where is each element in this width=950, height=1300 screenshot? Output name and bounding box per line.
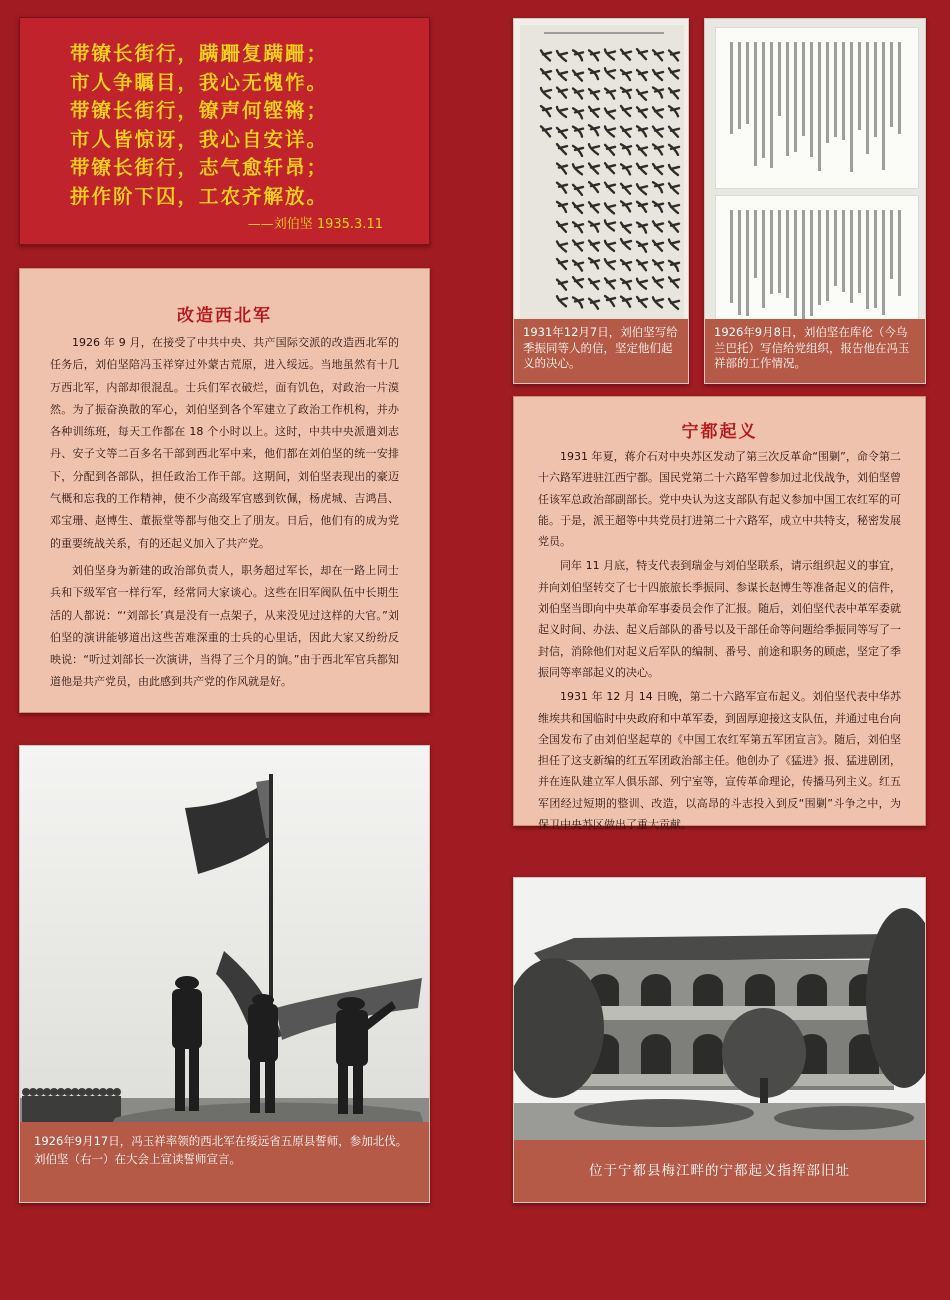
poem-line: 拼作阶下囚，工农齐解放。 [70, 184, 329, 208]
ningdu-uprising-panel [513, 396, 926, 832]
poem-box [19, 17, 430, 245]
building-photo-card [513, 877, 926, 1203]
northwest-paragraph: 刘伯坚身为新建的政治部负责人，职务超过军长，却在一路上同士兵和下级军官一样行军，经常同大家谈心。这些在旧军阀队伍中长期生活的人都说：“‘刘部长’真是没有一点架子，从来没见过这样的大官。”刘伯坚的演讲能够道出这些苦难深重的士兵的心里话，因此大家又纷纷反映说：“听过刘部长一次演讲，当得了三个月的饷。”由于西北军官兵都知道他是共产党员，由此感到共产党的作风就是好。 [50, 563, 399, 689]
ningdu-paragraph: 1931 年夏，蒋介石对中央苏区发动了第三次反革命“围剿”，命令第二十六路军进驻江西宁都。国民党第二十六路军曾参加过北伐战争，刘伯坚曾任该军总政治部副部长。党中央认为这支部队有起义参加中国工农红军的可能。于是，派王超等中共党员打进第二十六路军，成立中共特支，秘密发展党员。 [538, 450, 901, 549]
poem-line: 市人皆惊讶，我心自安详。 [70, 127, 329, 151]
poem-line: 市人争瞩目，我心无愧怍。 [70, 70, 329, 94]
handwritten-letter-image [514, 19, 689, 331]
flag-photo-caption: 1926年9月17日，冯玉祥率领的西北军在绥远省五原县誓师，参加北伐。刘伯坚（右一）在大会上宣读誓师宣言。 [20, 1122, 429, 1202]
flag-raising-photo [20, 746, 430, 1146]
document-page-top [715, 27, 919, 189]
document-photo-caption: 1926年9月8日，刘伯坚在库伦（今乌兰巴托）写信给党组织，报告他在冯玉祥部的工作情况。 [705, 319, 925, 383]
building-photo-caption: 位于宁都县梅江畔的宁都起义指挥部旧址 [514, 1140, 925, 1202]
northwest-army-panel [19, 268, 430, 713]
poem-signature: ——刘伯坚 1935.3.11 [247, 217, 383, 232]
poem-line: 带镣长街行，志气愈轩昂； [70, 156, 329, 179]
ningdu-paragraph: 同年 11 月底，特支代表到瑞金与刘伯坚联系，请示组织起义的事宜，并向刘伯坚转交了七十四旅旅长季振同、参谋长赵博生等准备起义的信件，刘伯坚当即向中央革命军事委员会作了汇报。随后，刘伯坚代表中革军委就起义时间、办法、起义后部队的番号以及干部任命等问题给季振同等写了一封信，消除他们对起义后军队的编制、番号、前途和职务的顾虑，坚定了季振同等率部起义的决心。 [538, 559, 901, 679]
northwest-paragraph: 1926 年 9 月，在接受了中共中央、共产国际交派的改造西北军的任务后，刘伯坚陪冯玉祥穿过外蒙古荒原，进入绥远。当地虽然有十几万西北军，内部却很混乱。士兵们军衣破烂，面有饥色，对政治一片漠然。为了振奋涣散的军心，刘伯坚到各个军建立了政治工作机构，并办各种训练班，每天工作都在 18 个小时以上。这时，中共中央派遣刘志丹、安子文等二百多名干部到西北军中来，他们都在刘伯坚的统一安排下，分配到各部队，担任政治工作干部。这期间，刘伯坚表现出的豪迈气概和忘我的工作精神，使不少高级军官感到钦佩，杨虎城、吉鸿昌、邓宝珊、赵博生、董振堂等都与他交上了朋友。日后，他们有的成为党的重要统战关系，有的还起义加入了共产党。 [50, 336, 399, 550]
letter-photo-card [513, 18, 689, 384]
northwest-army-title: 改造西北军 [177, 306, 272, 326]
poem-line: 带镣长街行，镣声何铿锵； [70, 99, 329, 122]
document-photo-card [704, 18, 926, 384]
headquarters-building-photo [514, 878, 926, 1142]
ningdu-paragraph: 1931 年 12 月 14 日晚，第二十六路军宣布起义。刘伯坚代表中华苏维埃共和国临时中央政府和中革军委，到固厚迎接这支队伍，并通过电台向全国发布了由刘伯坚起草的《中国工农红军第五军团宣言》。随后，刘伯坚担任了这支新编的红五军团政治部主任。他创办了《猛进》报、猛进剧团，并在连队建立军人俱乐部、列宁室等，宣传革命理论，传播马列主义。红五军团经过短期的整训、改造，以高昂的斗志投入到反“围剿”斗争之中，为保卫中央苏区做出了重大贡献。 [538, 690, 901, 832]
flag-photo-card [19, 745, 430, 1203]
poem-line: 带镣长街行，蹒跚复蹒跚； [70, 42, 329, 65]
letter-photo-caption: 1931年12月7日，刘伯坚写给季振同等人的信，坚定他们起义的决心。 [514, 319, 688, 383]
ningdu-uprising-title: 宁都起义 [681, 422, 758, 442]
